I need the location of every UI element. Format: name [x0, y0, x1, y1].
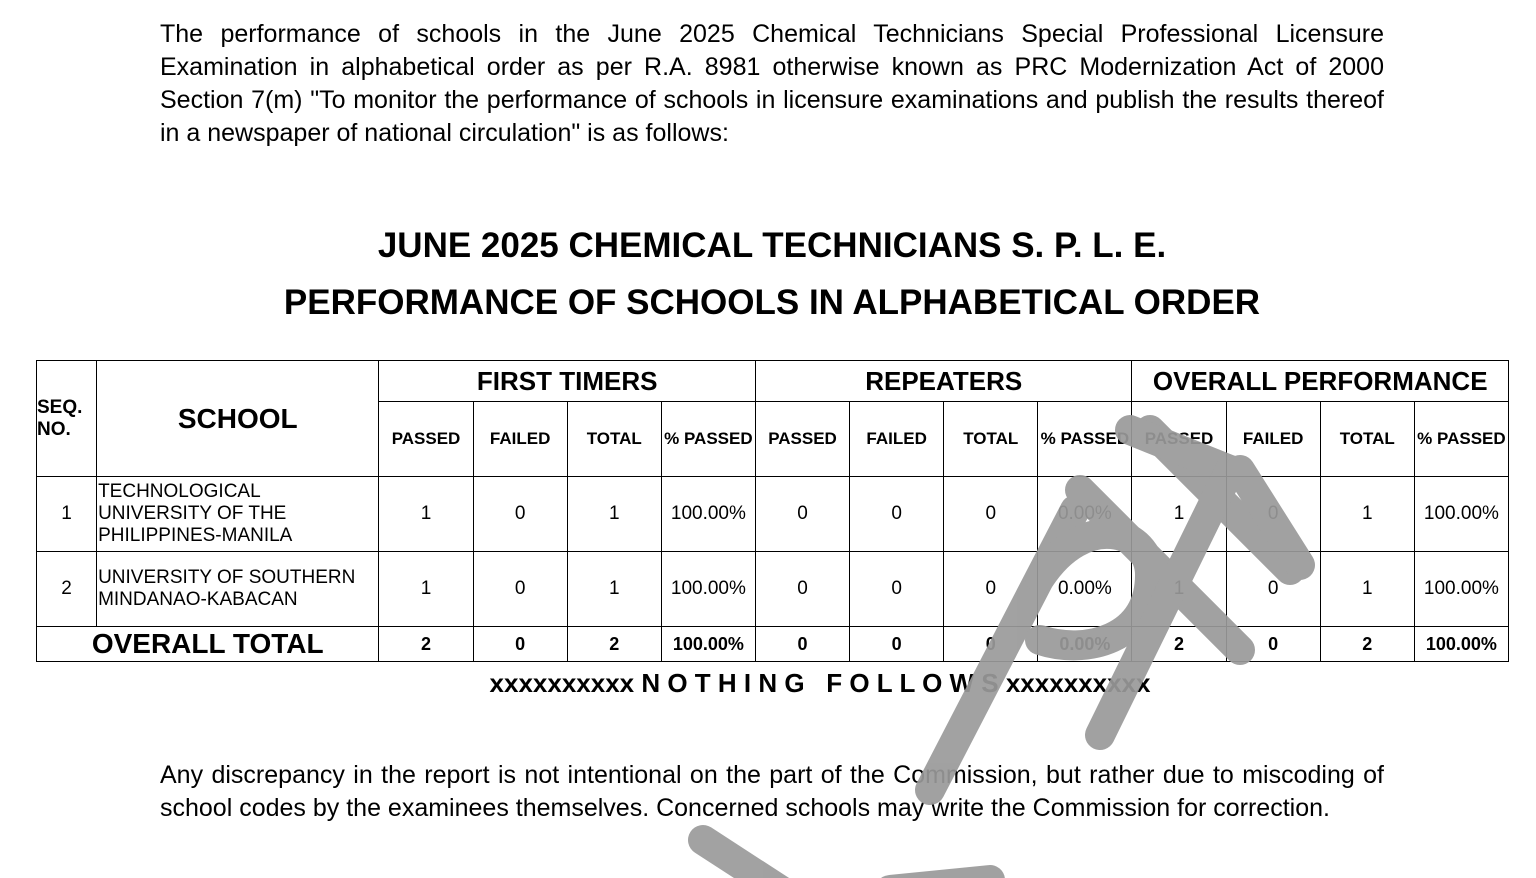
ft-failed-cell: 0 [473, 477, 567, 552]
rp-passed-header: PASSED [755, 402, 849, 477]
ft-total-header: TOTAL [567, 402, 661, 477]
rp-pct-cell: 0.00% [1038, 552, 1132, 627]
rp-failed-header: FAILED [850, 402, 944, 477]
rp-total-header: TOTAL [944, 402, 1038, 477]
rp-pct-header: % PASSED [1038, 402, 1132, 477]
ft-pct-header: % PASSED [661, 402, 755, 477]
seq-no-cell: 2 [37, 552, 97, 627]
overall-performance-header: OVERALL PERFORMANCE [1132, 361, 1509, 402]
school-header: SCHOOL [97, 361, 379, 477]
watermark-v-stroke [703, 840, 780, 878]
exam-title: JUNE 2025 CHEMICAL TECHNICIANS S. P. L. E. [377, 226, 1167, 265]
school-name-cell: TECHNOLOGICAL UNIVERSITY OF THE PHILIPPINES-MANILA [97, 477, 379, 552]
rp-failed-cell: 0 [850, 552, 944, 627]
ft-failed-total: 0 [473, 627, 567, 662]
ft-total-cell: 1 [567, 552, 661, 627]
ft-total-cell: 1 [567, 477, 661, 552]
ft-failed-header: FAILED [473, 402, 567, 477]
ft-failed-cell: 0 [473, 552, 567, 627]
rp-passed-cell: 0 [755, 477, 849, 552]
seq-no-cell: 1 [37, 477, 97, 552]
ft-pct-cell: 100.00% [661, 552, 755, 627]
overall-total-row [37, 627, 1509, 662]
ov-passed-cell: 1 [1132, 552, 1226, 627]
ov-pct-total: 100.00% [1414, 627, 1508, 662]
rp-total-cell: 0 [944, 477, 1038, 552]
table-group-header-row [37, 361, 1509, 402]
ov-passed-cell: 1 [1132, 477, 1226, 552]
ft-passed-total: 2 [379, 627, 473, 662]
rp-total-cell: 0 [944, 552, 1038, 627]
intro-paragraph: The performance of schools in the June 2025 Chemical Technicians Special Professional Licensure Examination in alphabetical order as per R.A. 8981 otherwise known as PRC Modernization Act of 2000 Section 7(m) "To monitor the performance of schools in licensure examinations and publish the results thereof in a newspaper of national circulation" is as follows: [160, 20, 1384, 147]
rp-failed-total: 0 [850, 627, 944, 662]
table-row [37, 477, 1509, 552]
ft-total-total: 2 [567, 627, 661, 662]
first-timers-header: FIRST TIMERS [379, 361, 756, 402]
ov-total-header: TOTAL [1320, 402, 1414, 477]
ov-passed-header: PASSED [1132, 402, 1226, 477]
rp-total-total: 0 [944, 627, 1038, 662]
ft-passed-cell: 1 [379, 552, 473, 627]
performance-table [36, 360, 1509, 662]
school-name-cell: UNIVERSITY OF SOUTHERN MINDANAO-KABACAN [97, 552, 379, 627]
report-subtitle: PERFORMANCE OF SCHOOLS IN ALPHABETICAL ORDER [283, 283, 1261, 322]
ov-passed-total: 2 [1132, 627, 1226, 662]
ov-total-cell: 1 [1320, 552, 1414, 627]
ft-passed-cell: 1 [379, 477, 473, 552]
rp-pct-cell: 0.00% [1038, 477, 1132, 552]
disclaimer-paragraph: Any discrepancy in the report is not intentional on the part of the Commission, but rather due to miscoding of school codes by the examinees themselves. Concerned schools may write the Commission for correction. [160, 761, 1384, 822]
rp-failed-cell: 0 [850, 477, 944, 552]
ft-passed-header: PASSED [379, 402, 473, 477]
ov-failed-header: FAILED [1226, 402, 1320, 477]
ov-pct-cell: 100.00% [1414, 477, 1508, 552]
ov-failed-cell: 0 [1226, 552, 1320, 627]
ft-pct-total: 100.00% [661, 627, 755, 662]
ov-failed-total: 0 [1226, 627, 1320, 662]
seq-no-header: SEQ. NO. [37, 361, 97, 477]
rp-passed-cell: 0 [755, 552, 849, 627]
rp-passed-total: 0 [755, 627, 849, 662]
nothing-follows-line: xxxxxxxxxx N O T H I N G F O L L O W S xxxxxxxxxx [489, 668, 1151, 698]
overall-total-label: OVERALL TOTAL [37, 627, 379, 662]
ov-total-cell: 1 [1320, 477, 1414, 552]
ov-total-total: 2 [1320, 627, 1414, 662]
rp-pct-total: 0.00% [1038, 627, 1132, 662]
ov-pct-header: % PASSED [1414, 402, 1508, 477]
repeaters-header: REPEATERS [755, 361, 1132, 402]
ov-pct-cell: 100.00% [1414, 552, 1508, 627]
table-row [37, 552, 1509, 627]
ft-pct-cell: 100.00% [661, 477, 755, 552]
ov-failed-cell: 0 [1226, 477, 1320, 552]
